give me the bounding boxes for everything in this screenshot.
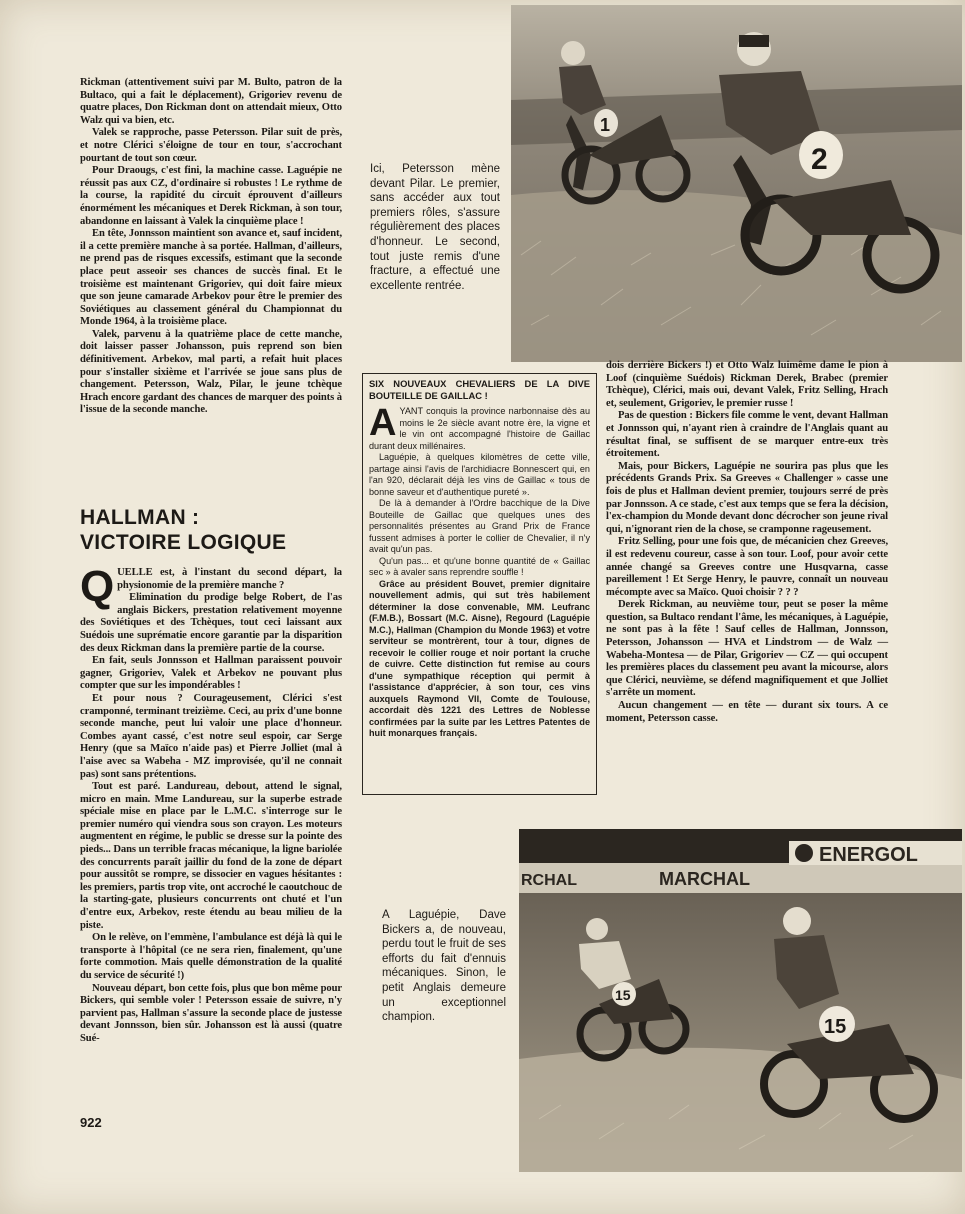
paragraph: Valek, parvenu à la quatrième place de cette manche, doit laisser passer Johansson, puis reprend son bien définitivement. Arbekov, mal parti, a refait huit places pour s'installer sixième et l'arrivée se joue sans plus de changement. Petersson, Walz, Pilar, le jeune tchèque Hrach encore gardant des chances de marquer des points à l'issue de la seconde manche. [80,328,342,416]
paragraph: De là à demander à l'Ordre bacchique de la Dive Bouteille de Gaillac que quelques unes des personnalités présentes au Grand Prix de France fussent admises à porter le collier de Chevalier, il n'y avait qu'un pas. [369,498,590,554]
paragraph: Rickman (attentivement suivi par M. Bulto, patron de la Bultaco, qui a fait le déplacement), Grigoriev revenu de quatre places, Don Rickman dont on attendait mieux, Otto Walz qui va bien, etc. [80,77,342,126]
drop-cap: Q [80,562,115,611]
paragraph: Pour Draougs, c'est fini, la machine casse. Laguépie ne réussit pas aux CZ, d'ordinaire si robustes ! Le rythme de la course, la rapidité du circuit éprouvent d'ailleurs énormément les mécaniques et Derek Rickman, à son tour, abandonne en laissant à Valek la cinquième place ! [80,165,342,227]
paragraph: dois derrière Bickers !) et Otto Walz luimême dame le pion à Loof (cinquième Suédois) Rickman Derek, Brabec (premier Tchèque), Clérici, mais oui, devant Valek, Fritz Selling, Hrach et, seulement, Grigoriev, le premier russe ! [606,360,888,409]
banner-energol: ENERGOL [819,844,918,866]
paragraph: Laguépie, à quelques kilomètres de cette ville, partage ainsi l'avis de l'archidiacre Bonnescert qui, en l'an 920, déclarait déjà les vins de Gaillac « tous de bonne saveur et d'authentique pureté ». [369,452,590,497]
article-column-left-top [80,77,342,417]
page-number: 922 [80,1115,102,1130]
photo-caption-top: Ici, Petersson mène devant Pilar. Le premier, sans accéder aux tout premiers rôles, s'assure régulièrement des places d'honneur. Le second, tout juste remis d'une fracture, a effectué une excellente rentrée. [370,163,500,292]
banner-marchal: MARCHAL [659,869,750,889]
paragraph: Fritz Selling, pour une fois que, de mécanicien chez Greeves, il est redevenu coureur, casse à son tour. Loof, pour avoir cette année changé sa Greeves contre une Husqvarna, casse pareillement ! Et Serge Henry, le pauvre, connaît un nouveau mécompte avec sa Maïco. Quoi choisir ? ? ? [606,536,888,598]
paragraph-text: UELLE est, à l'instant du second départ, la physionomie de la première manche ? [117,567,342,591]
paragraph: Derek Rickman, au neuvième tour, peut se poser la même question, sa Bultaco rendant l'âme, les mécaniques, à Laguépie, ne sont pas à la fête ! Sauf celles de Hallman, Jonnsson, Petersson, Johansson — HVA et Lindstrom — de Walz — Wabeha-Montesa — de Pilar, Grigoriev — CZ — qui occupent les premières places du classement peu avant la micourse, alors que Clérici, neuvième, se défend magnifiquement et que Jolliet s'arrête un moment. [606,599,888,699]
paragraph: Grâce au président Bouvet, premier dignitaire nouvellement admis, qui sut très habilement déterminer la dose convenable, MM. Leufranc (F.M.B.), Bossart (M.C. Aisne), Regourd (Laguépie M.C.), Hallman (Champion du Monde 1963) et votre serviteur se montrèrent, tour à tour, dignes de recevoir le collier rouge et noir portant la cruche de cuivre. Cette distinction fut remise au cours d'une sympathique réception qui permit à l'assistance d'apprécier, à son tour, ces vins auxquels Raymond VII, Comte de Toulouse, accordait dès 1221 des Lettres de Noblesse confirmées par la suite par les Lettres Patentes de huit monarques français. [369,578,590,738]
photo-illustration [519,829,962,1172]
headline-line: VICTOIRE LOGIQUE [80,531,287,554]
drop-cap: A [369,402,397,444]
headline-line: HALLMAN : [80,506,200,529]
article-column-right [606,360,888,725]
section-headline [80,505,342,555]
photo-illustration [511,5,962,362]
race-number-plate: 2 [811,143,828,176]
race-number-plate: 1 [600,115,611,135]
paragraph: Aucun changement — en tête — durant six tours. A ce moment, Petersson casse. [606,700,888,724]
banner-marchal-left: RCHAL [521,872,577,889]
paragraph-text: YANT conquis la province narbonnaise dès au moins le 2e siècle avant notre ère, la vigne et le vin ont accompagné l'histoire de Gaillac durant deux millénaires. [369,406,590,451]
race-number-plate: 15 [615,987,631,1003]
paragraph: Mais, pour Bickers, Laguépie ne sourira pas plus que les précédents Grands Prix. Sa Greeves « Challenger » casse une fois de plus et Hallman devient premier, toujours serré de près par Jonnsson. A ce stade, c'est aux temps que se fera la décision, l'ex-champion du Monde devant donc décrocher son jeune rival qui, n'ignorant rien de la chose, se cramponne rageusement. [606,460,888,535]
paragraph: Nouveau départ, bon cette fois, plus que bon même pour Bickers, qui semble voler ! Petersson essaie de suivre, n'y parvient pas, Hallman s'assure la seconde place de justesse devant Jonnsson, bien sûr. Johansson est là aussi (quatre Sué- [80,982,342,1044]
paragraph: Et pour nous ? Courageusement, Clérici s'est cramponné, terminant treizième. Ceci, au prix d'une bonne seconde manche, peut lui valoir une place d'honneur. Combes ayant cassé, c'est notre seul espoir, car Serge Henry (que sa Maïco n'aide pas) et Pierre Jolliet (mal à l'aise avec sa Wabeha - MZ improvisée, qu'il ne connait pas) sont sans prétentions. [80,692,342,780]
photo-petersson-pilar [511,5,962,362]
photo-caption-bottom: A Laguépie, Dave Bickers a, de nouveau, perdu tout le fruit de ses efforts du fait d'ennuis mécaniques. Sinon, le petit Anglais demeure un exceptionnel champion. [382,909,506,1024]
paragraph: Elimination du prodige belge Robert, de l'as anglais Bickers, prestation relativement moyenne des Soviétiques et des Tchèques, tout ceci laissant aux Suédois une suprématie encore garantie par la disparition des deux Rickman dans la première partie de la course. [80,592,342,654]
paragraph: Tout est paré. Landureau, debout, attend le signal, micro en main. Mme Landureau, sur la superbe estrade spéciale mise en place par le L.M.C. s'interroge sur le premier numéro qui viendra sous son crayon. Les moteurs augmentent en régime, le public se dresse sur la pointe des pieds... Dans un terrible fracas mécanique, la ligne bariolée des concurrents paraît jaillir du fond de la zone de départ pour aussitôt se rompre, se dissocier en vagues hésitantes : les premiers, partis trop vite, ont accroché le caoutchouc de la starting-gate, plusieurs concurrents ont chuté et l'un d'entre eux, Arbekov, reste étendu au beau milieu de la piste. [80,781,342,931]
paragraph: On le relève, on l'emmène, l'ambulance est déjà là qui le transporte à l'hôpital (ce ne sera rien, finalement, qu'une forte commotion. Mais quelle démonstration de la qualité du service de sécurité !) [80,932,342,981]
paragraph: Valek se rapproche, passe Petersson. Pilar suit de près, et notre Clérici s'éloigne de tour en tour, s'accrochant pourtant de tout son cœur. [80,127,342,164]
race-number-plate: 15 [824,1016,847,1038]
photo-bickers [519,829,962,1172]
article-column-left-bottom [80,562,342,1046]
paragraph: En fait, seuls Jonnsson et Hallman paraissent pouvoir gagner, Grigoriev, Valek et Arbekov ne pouvant plus compter que sur les impondérables ! [80,655,342,692]
paragraph [80,562,342,611]
box-title: SIX NOUVEAUX CHEVALIERS DE LA DIVE BOUTEILLE DE GAILLAC ! [369,378,590,401]
paragraph: Qu'un pas... et qu'une bonne quantité de « Gaillac sec » à avaler sans reprendre souffle ! [369,555,590,577]
paragraph: Pas de question : Bickers file comme le vent, devant Hallman et Jonnsson qui, n'ayant rien à craindre de l'Anglais quant au résultat final, se suffisent de se marquer entre-eux très étroitement. [606,410,888,460]
inset-box-chevaliers [362,373,597,795]
paragraph: En tête, Jonnsson maintient son avance et, sauf incident, il a cette première manche à sa portée. Hallman, d'ailleurs, ne prend pas de risques excessifs, estimant que la seconde place peut asseoir ses chances de succès final. Et le troisième est maintenant Grigoriev, qui doit faire mieux que son jeune camarade Arbekov pour être le premier des Soviétiques au classement général du Championnat du Monde 1964, à la troisième place. [80,228,342,328]
paragraph [369,402,590,452]
